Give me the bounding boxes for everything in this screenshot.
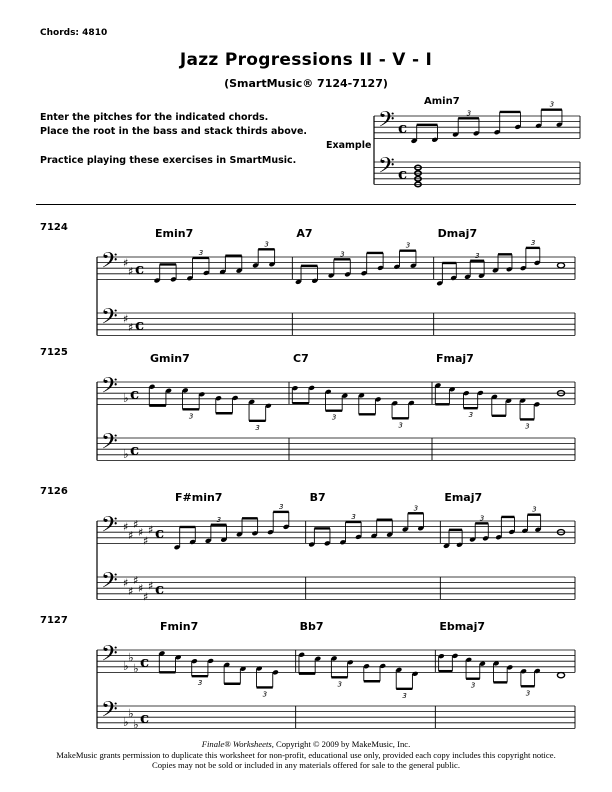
sharp-icon: ♯ <box>143 534 149 548</box>
footer-product: Finale® Worksheets <box>201 739 272 749</box>
common-time-icon: c <box>135 315 145 334</box>
chord-symbol: Emaj7 <box>444 491 483 504</box>
triplet-mark: 3 <box>479 514 485 523</box>
chord-symbol: Ebmaj7 <box>439 620 486 633</box>
chord-symbol: Dmaj7 <box>437 227 478 240</box>
sharp-icon: ♯ <box>128 529 134 542</box>
common-time-icon: c <box>155 579 165 598</box>
triplet-mark: 3 <box>466 109 472 118</box>
common-time-icon: c <box>398 118 408 137</box>
example-label: Example <box>326 140 372 151</box>
sharp-icon: ♯ <box>128 321 134 334</box>
triplet-mark: 3 <box>525 422 530 431</box>
common-time-icon: c <box>155 523 165 542</box>
common-time-icon: c <box>140 708 150 727</box>
sharp-icon: ♯ <box>123 312 129 326</box>
instruction-line: Enter the pitches for the indicated chords. <box>40 112 269 123</box>
bass-clef-icon: 𝄢 <box>101 429 118 460</box>
chord-symbol: C7 <box>293 352 309 365</box>
triplet-mark: 3 <box>413 504 419 513</box>
flat-icon: ♭ <box>133 661 139 676</box>
triplet-mark: 3 <box>216 515 222 524</box>
triplet-mark: 3 <box>470 681 476 690</box>
instruction-line: Practice playing these exercises in SmartMusic. <box>40 155 297 166</box>
exercise-number: 7125 <box>40 347 68 358</box>
triplet-mark: 3 <box>262 690 268 699</box>
triplet-mark: 3 <box>197 679 203 688</box>
triplet-mark: 3 <box>331 413 337 422</box>
exercise-number: 7124 <box>40 222 68 233</box>
chord-symbol: F#min7 <box>175 491 223 504</box>
chord-symbol: Amin7 <box>424 96 460 107</box>
sharp-icon: ♯ <box>138 526 144 540</box>
common-time-icon: c <box>398 164 408 183</box>
chord-symbol: Fmin7 <box>160 620 199 633</box>
bass-clef-icon: 𝄢 <box>378 107 395 138</box>
triplet-mark: 3 <box>525 689 531 698</box>
sharp-icon: ♯ <box>128 265 134 278</box>
chord-symbol: B7 <box>309 491 326 504</box>
triplet-mark: 3 <box>468 411 474 420</box>
triplet-mark: 3 <box>264 240 269 249</box>
flat-icon: ♭ <box>123 390 129 405</box>
triplet-mark: 3 <box>405 241 411 250</box>
triplet-mark: 3 <box>198 248 204 257</box>
bass-clef-icon: 𝄢 <box>101 641 118 672</box>
triplet-mark: 3 <box>530 238 536 247</box>
chord-symbol: Fmaj7 <box>436 352 474 365</box>
triplet-mark: 3 <box>188 412 194 421</box>
bass-clef-icon: 𝄢 <box>101 697 118 728</box>
flat-icon: ♭ <box>128 706 134 721</box>
footer-permission: MakeMusic grants permission to duplicate this worksheet for non-profit, educational use only, provided each copy includes this copyright notice. <box>56 749 556 760</box>
page-subtitle: (SmartMusic® 7124-7127) <box>224 77 388 90</box>
sharp-icon: ♯ <box>123 520 129 534</box>
bass-clef-icon: 𝄢 <box>101 373 118 404</box>
sharp-icon: ♯ <box>143 590 149 604</box>
triplet-mark: 3 <box>255 423 260 432</box>
sharp-icon: ♯ <box>123 256 129 270</box>
flat-icon: ♭ <box>123 714 129 729</box>
sharp-icon: ♯ <box>138 582 144 596</box>
bass-clef-icon: 𝄢 <box>101 568 118 599</box>
chords-label: Chords: 4810 <box>40 28 108 38</box>
exercise-number: 7127 <box>40 615 68 626</box>
triplet-mark: 3 <box>340 250 345 259</box>
bass-clef-icon: 𝄢 <box>101 304 118 335</box>
triplet-mark: 3 <box>337 680 342 689</box>
chord-symbol: Gmin7 <box>150 352 190 365</box>
triplet-mark: 3 <box>532 505 537 514</box>
footer-restriction: Copies may not be sold or included in any materials offered for sale to the general public. <box>152 760 460 770</box>
whole-note <box>557 263 564 268</box>
triplet-mark: 3 <box>475 251 480 260</box>
common-time-icon: c <box>130 440 140 459</box>
triplet-mark: 3 <box>398 421 403 430</box>
bass-clef-icon: 𝄢 <box>101 512 118 543</box>
sharp-icon: ♯ <box>148 523 154 537</box>
triplet-mark: 3 <box>351 512 356 521</box>
exercise-number: 7126 <box>40 486 68 497</box>
copyright-footer <box>0 739 612 771</box>
common-time-icon: c <box>130 384 140 403</box>
flat-icon: ♭ <box>123 446 129 461</box>
triplet-mark: 3 <box>402 691 407 700</box>
common-time-icon: c <box>135 259 145 278</box>
flat-icon: ♭ <box>123 658 129 673</box>
whole-note <box>557 673 564 678</box>
chord-symbol: Emin7 <box>155 227 194 240</box>
instruction-line: Place the root in the bass and stack thirds above. <box>40 126 307 137</box>
bass-clef-icon: 𝄢 <box>101 248 118 279</box>
common-time-icon: c <box>140 652 150 671</box>
chord-symbol: Bb7 <box>299 620 324 633</box>
flat-icon: ♭ <box>128 650 134 665</box>
sharp-icon: ♯ <box>123 576 129 590</box>
sharp-icon: ♯ <box>128 585 134 598</box>
flat-icon: ♭ <box>133 717 139 732</box>
sharp-icon: ♯ <box>148 579 154 593</box>
triplet-mark: 3 <box>278 502 284 511</box>
chord-symbol: A7 <box>296 227 313 240</box>
triplet-mark: 3 <box>549 100 555 109</box>
page-title: Jazz Progressions II - V - I <box>179 50 433 70</box>
sharp-icon: ♯ <box>133 573 139 587</box>
sharp-icon: ♯ <box>133 517 139 531</box>
footer-copyright: , Copyright © 2009 by MakeMusic, Inc. <box>271 739 411 749</box>
bass-clef-icon: 𝄢 <box>378 153 395 184</box>
